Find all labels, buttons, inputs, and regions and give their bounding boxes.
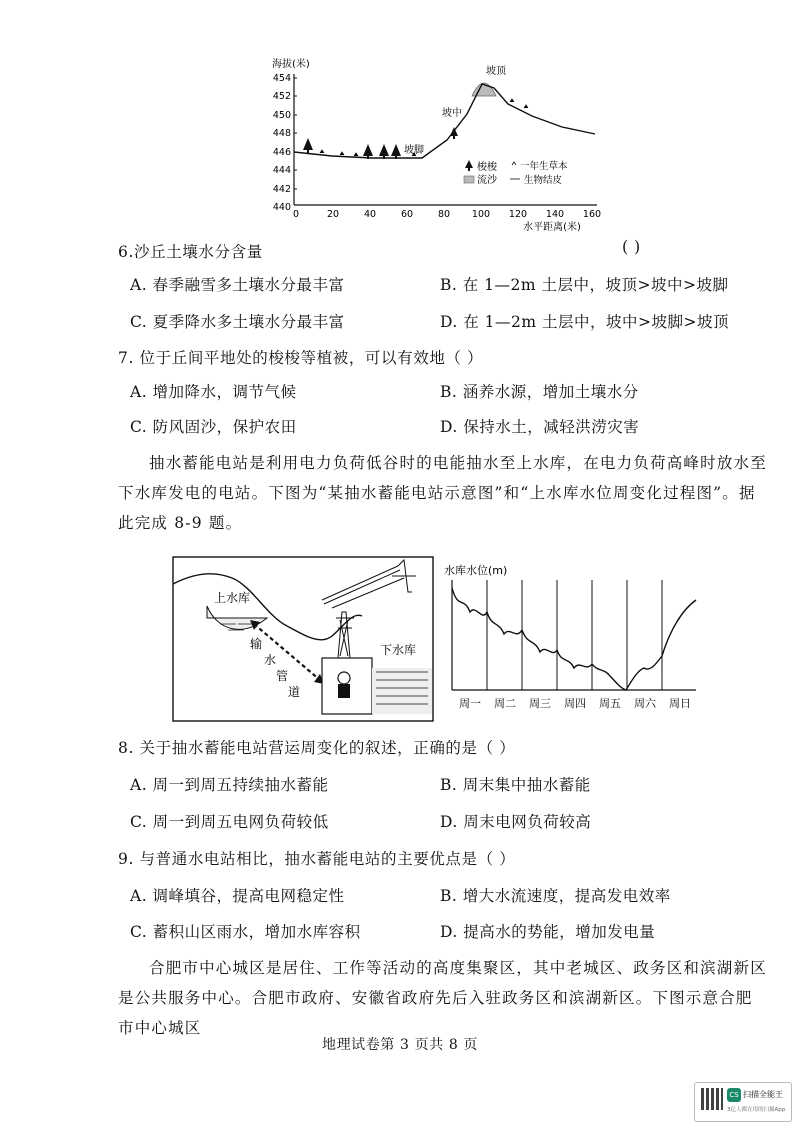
q9-option-a: A. 调峰填谷，提高电网稳定性	[130, 887, 345, 905]
day-mon: 周一	[459, 697, 481, 710]
day-sun: 周日	[669, 697, 691, 710]
label-top: 坡顶	[486, 66, 506, 77]
legend-herb: 一年生草本	[520, 161, 568, 172]
lower-reservoir-label: 下水库	[380, 643, 417, 657]
q8-option-b: B. 周末集中抽水蓄能	[440, 776, 591, 794]
x-tick-60: 60	[400, 209, 414, 220]
scanner-subtitle: 3亿人都在用的扫描App	[727, 1107, 786, 1113]
q6-option-a: A. 春季融雪多土壤水分最丰富	[130, 276, 345, 294]
q8-option-d: D. 周末电网负荷较高	[440, 813, 592, 831]
y-tick-450: 450	[272, 110, 291, 121]
terrain-profile	[294, 84, 595, 158]
q7-option-c: C. 防风固沙，保护农田	[130, 418, 297, 436]
shrub-icons	[303, 127, 458, 159]
day-thu: 周四	[564, 697, 586, 710]
q9-option-d: D. 提高水的势能，增加发电量	[440, 923, 656, 941]
scanner-watermark	[694, 1082, 792, 1122]
y-tick-448: 448	[272, 128, 291, 139]
x-tick-100: 100	[471, 209, 491, 220]
q6-option-b: B. 在 1—2m 土层中，坡顶>坡中>坡脚	[440, 276, 729, 294]
water-level-line	[452, 588, 696, 690]
pumped-storage-diagram	[172, 556, 434, 722]
q8-stem: 8. 关于抽水蓄能电站营运周变化的叙述，正确的是（ ）	[118, 739, 516, 757]
scanner-name: 扫描全能王	[743, 1090, 783, 1099]
pipe-label-1: 输	[250, 637, 263, 651]
q7-option-d: D. 保持水土，减轻洪涝灾害	[440, 418, 640, 436]
day-fri: 周五	[599, 697, 621, 710]
day-sat: 周六	[634, 697, 656, 710]
x-tick-120: 120	[508, 209, 528, 220]
q8-option-c: C. 周一到周五电网负荷较低	[130, 813, 329, 831]
legend-sand: 流沙	[477, 175, 497, 186]
intro-next-section: 合肥市中心城区是居住、工作等活动的高度集聚区，其中老城区、政务区和滨湖新区是公共服务中心。合肥市政府、安徽省政府先后入驻政务区和滨湖新区。下图示意合肥市中心城区	[118, 959, 767, 1037]
legend-shrub: 梭梭	[477, 162, 497, 173]
scanner-logo-icon: CS	[727, 1088, 741, 1102]
water-level-chart	[440, 560, 702, 720]
x-tick-20: 20	[326, 209, 340, 220]
label-middle: 坡中	[442, 108, 462, 119]
day-tue: 周二	[494, 697, 516, 710]
day-wed: 周三	[529, 697, 551, 710]
x-tick-140: 140	[545, 209, 565, 220]
q9-option-c: C. 蓄积山区雨水，增加水库容积	[130, 923, 361, 941]
y-axis-title: 海拔(米)	[272, 59, 310, 70]
y-tick-452: 452	[272, 91, 291, 102]
y-tick-440: 440	[272, 202, 291, 213]
x-axis-title: 水平距离(米)	[523, 222, 581, 232]
qr-code-icon	[701, 1088, 723, 1110]
intro-questions-8-9: 抽水蓄能电站是利用电力负荷低谷时的电能抽水至上水库，在电力负荷高峰时放水至下水库发电的电站。下图为“某抽水蓄能电站示意图”和“上水库水位周变化过程图”。据此完成 8-9 题。	[118, 454, 767, 532]
q7-stem: 7. 位于丘间平地处的梭梭等植被，可以有效地（ ）	[118, 349, 484, 367]
pipe-label-2: 水	[264, 653, 277, 667]
q6-answer-bracket: ( )	[622, 238, 641, 256]
q6-stem: 6.沙丘土壤水分含量	[118, 243, 263, 261]
y-tick-454: 454	[272, 73, 291, 84]
q6-option-c: C. 夏季降水多土壤水分最丰富	[130, 313, 345, 331]
upper-reservoir-label: 上水库	[214, 591, 251, 605]
q8-option-a: A. 周一到周五持续抽水蓄能	[130, 776, 329, 794]
q9-option-b: B. 增大水流速度，提高发电效率	[440, 887, 671, 905]
dune-profile-figure	[262, 52, 612, 232]
x-tick-80: 80	[437, 209, 451, 220]
x-tick-160: 160	[582, 209, 602, 220]
y-tick-442: 442	[272, 184, 291, 195]
pipe-label-4: 道	[288, 685, 301, 699]
q6-option-d: D. 在 1—2m 土层中，坡中>坡脚>坡顶	[440, 313, 729, 331]
pipe-label-3: 管	[276, 669, 289, 683]
q7-option-b: B. 涵养水源，增加土壤水分	[440, 383, 639, 401]
y-tick-446: 446	[272, 147, 291, 158]
y-tick-444: 444	[272, 165, 291, 176]
page-footer: 地理试卷第 3 页共 8 页	[321, 1037, 478, 1053]
label-foot: 坡脚	[404, 145, 424, 156]
q9-stem: 9. 与普通水电站相比，抽水蓄能电站的主要优点是（ ）	[118, 850, 516, 868]
x-tick-40: 40	[363, 209, 377, 220]
herb-marks	[320, 99, 528, 156]
legend-crust: 生物结皮	[524, 175, 563, 186]
chart-y-title: 水库水位(m)	[444, 564, 508, 577]
q7-option-a: A. 增加降水，调节气候	[130, 383, 297, 401]
x-tick-0: 0	[292, 209, 300, 220]
